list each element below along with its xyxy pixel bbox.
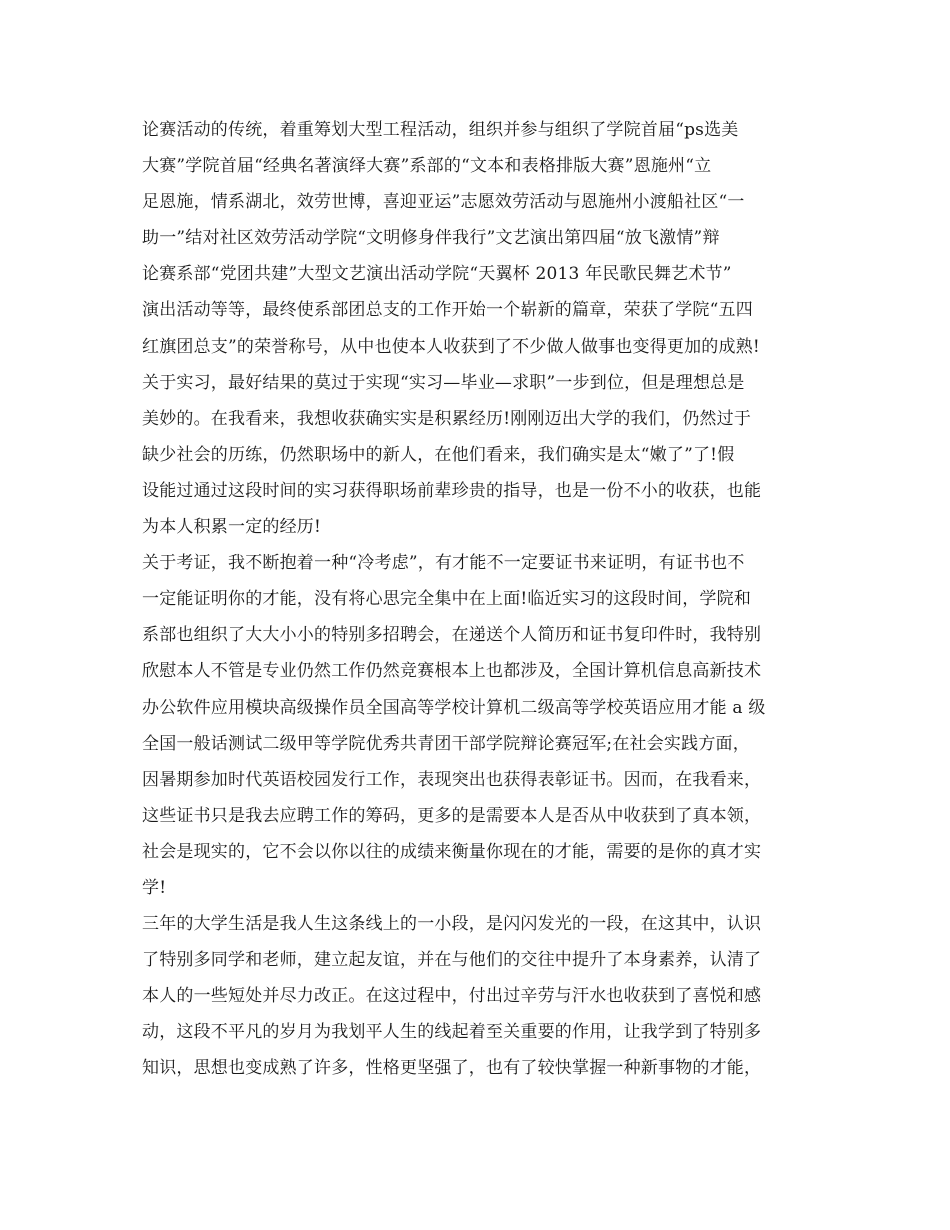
text-line: 关于考证，我不断抱着一种“冷考虑”，有才能不一定要证书来证明，有证书也不 [142,553,745,574]
text-line: 一定能证明你的才能，没有将心思完全集中在上面!临近实习的这段时间，学院和 [142,589,752,610]
text-line: 动，这段不平凡的岁月为我划平人生的线起着至关重要的作用，让我学到了特别多 [142,1022,762,1043]
text-line: 社会是现实的，它不会以你以往的成绩来衡量你现在的才能，需要的是你的真才实 [142,841,762,862]
text-line: 设能过通过这段时间的实习获得职场前辈珍贵的指导，也是一份不小的收获，也能 [142,480,762,501]
text-line: 知识，思想也变成熟了许多，性格更坚强了，也有了较快掌握一种新事物的才能， [142,1058,762,1079]
text-line: 办公软件应用模块高级操作员全国高等学校计算机二级高等学校英语应用才能 a 级 [142,697,766,718]
text-line: 学! [142,877,167,898]
text-line: 演出活动等等，最终使系部团总支的工作开始一个崭新的篇章，荣获了学院“五四 [142,300,753,321]
text-line: 本人的一些短处并尽力改正。在这过程中，付出过辛劳与汗水也收获到了喜悦和感 [142,986,762,1007]
text-line: 论赛活动的传统，着重筹划大型工程活动，组织并参与组织了学院首届“ps选美 [142,120,739,140]
text-line: 美妙的。在我看来，我想收获确实实是积累经历!刚刚迈出大学的我们，仍然过于 [142,408,752,429]
text-line: 全国一般话测试二级甲等学院优秀共青团干部学院辩论赛冠军;在社会实践方面， [142,733,750,754]
text-line: 三年的大学生活是我人生这条线上的一小段，是闪闪发光的一段，在这其中，认识 [142,914,762,935]
text-line: 足恩施，情系湖北，效劳世博，喜迎亚运”志愿效劳活动与恩施州小渡船社区“一 [142,192,745,213]
document-body [142,112,812,1087]
text-line: 因暑期参加时代英语校园发行工作，表现突出也获得表彰证书。因而，在我看来， [142,769,762,790]
text-line: 为本人积累一定的经历! [142,517,322,538]
text-line: 系部也组织了大大小小的特别多招聘会，在递送个人简历和证书复印件时，我特别 [142,625,762,646]
text-line: 缺少社会的历练，仍然职场中的新人，在他们看来，我们确实是太“嫩了”了!假 [142,444,735,465]
text-line: 论赛系部“党团共建”大型文艺演出活动学院“天翼杯 2013 年民歌民舞艺术节” [142,264,732,285]
text-line: 欣慰本人不管是专业仍然工作仍然竞赛根本上也都涉及，全国计算机信息高新技术 [142,661,762,682]
text-line: 关于实习，最好结果的莫过于实现“实习—毕业—求职”一步到位，但是理想总是 [142,372,745,393]
text-line: 这些证书只是我去应聘工作的筹码，更多的是需要本人是否从中收获到了真本领， [142,805,762,826]
text-line: 了特别多同学和老师，建立起友谊，并在与他们的交往中提升了本身素养，认清了 [142,950,762,971]
text-line: 红旗团总支”的荣誉称号，从中也使本人收获到了不少做人做事也变得更加的成熟! [142,336,760,357]
text-line: 助一”结对社区效劳活动学院“文明修身伴我行”文艺演出第四届“放飞激情”辩 [142,228,720,249]
text-line: 大赛”学院首届“经典名著演绎大赛”系部的“文本和表格排版大赛”恩施州“立 [142,156,712,177]
